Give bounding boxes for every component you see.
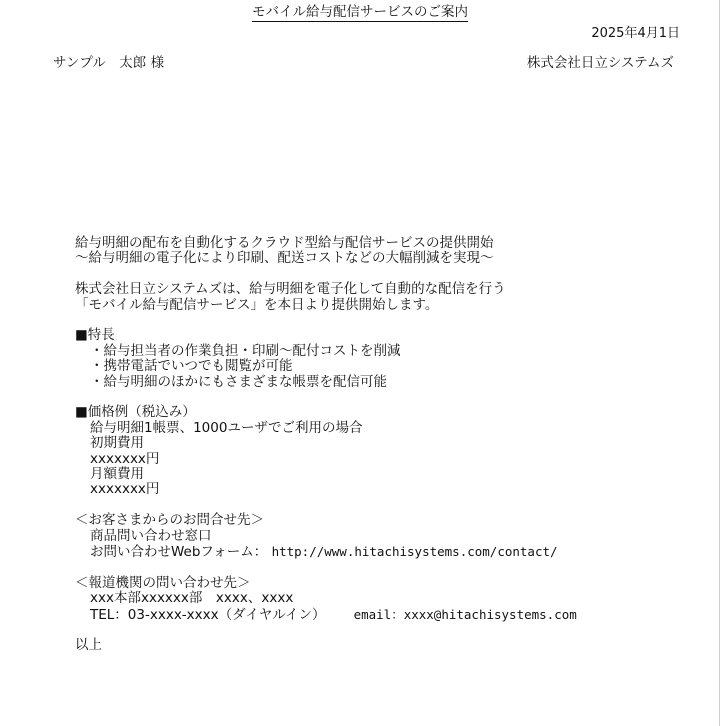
feature-item: ・携帯電話でいつでも閲覧が可能	[90, 358, 293, 375]
closing-text: 以上	[75, 637, 102, 654]
press-contact-line	[75, 607, 577, 623]
document-body	[75, 236, 577, 654]
initial-fee-value: xxxxxxx円	[90, 450, 160, 467]
press-contact-heading: ＜報道機関の問い合わせ先＞	[75, 574, 251, 591]
document-title-text: モバイル給与配信サービスのご案内	[252, 4, 468, 20]
press-email[interactable]: email：xxxx@hitachisystems.com	[353, 606, 577, 622]
announce-line-2: 「モバイル給与配信サービス」を本日より提供開始します。	[75, 296, 439, 313]
intro-line-2: 〜給与明細の電子化により印刷、配送コストなどの大幅削減を実現〜	[75, 250, 494, 267]
intro-line-1: 給与明細の配布を自動化するクラウド型給与配信サービスの提供開始	[75, 235, 494, 251]
monthly-fee-value: xxxxxxx円	[90, 481, 160, 498]
features-heading: ■特長	[75, 327, 115, 344]
sender-company: 株式会社日立システムズ	[526, 55, 674, 71]
feature-item: ・給与担当者の作業負担・印刷〜配付コストを削減	[90, 342, 401, 359]
price-heading: ■価格例（税込み）	[75, 404, 196, 421]
inquiry-window: 商品問い合わせ窓口	[90, 527, 212, 544]
web-form-url[interactable]: http://www.hitachisystems.com/contact/	[271, 544, 558, 560]
price-condition: 給与明細1帳票、1000ユーザでご利用の場合	[90, 419, 363, 436]
recipient-name: サンプル 太郎 様	[53, 55, 165, 71]
announce-line-1: 株式会社日立システムズは、給与明細を電子化して自動的な配信を行う	[75, 281, 506, 298]
customer-contact-heading: ＜お客さまからのお問合せ先＞	[75, 512, 264, 529]
feature-item: ・給与明細のほかにもさまざまな帳票を配信可能	[90, 373, 387, 390]
document-title	[0, 0, 720, 20]
press-department: xxx本部xxxxxx部 xxxx、xxxx	[90, 590, 294, 607]
monthly-fee-label: 月額費用	[90, 466, 144, 483]
web-form-line	[75, 544, 577, 560]
web-form-label: お問い合わせWebフォーム：	[90, 544, 268, 561]
initial-fee-label: 初期費用	[90, 435, 144, 452]
document-date: 2025年4月1日	[591, 26, 680, 41]
press-tel: TEL：03-xxxx-xxxx（ダイヤルイン）	[90, 606, 326, 623]
